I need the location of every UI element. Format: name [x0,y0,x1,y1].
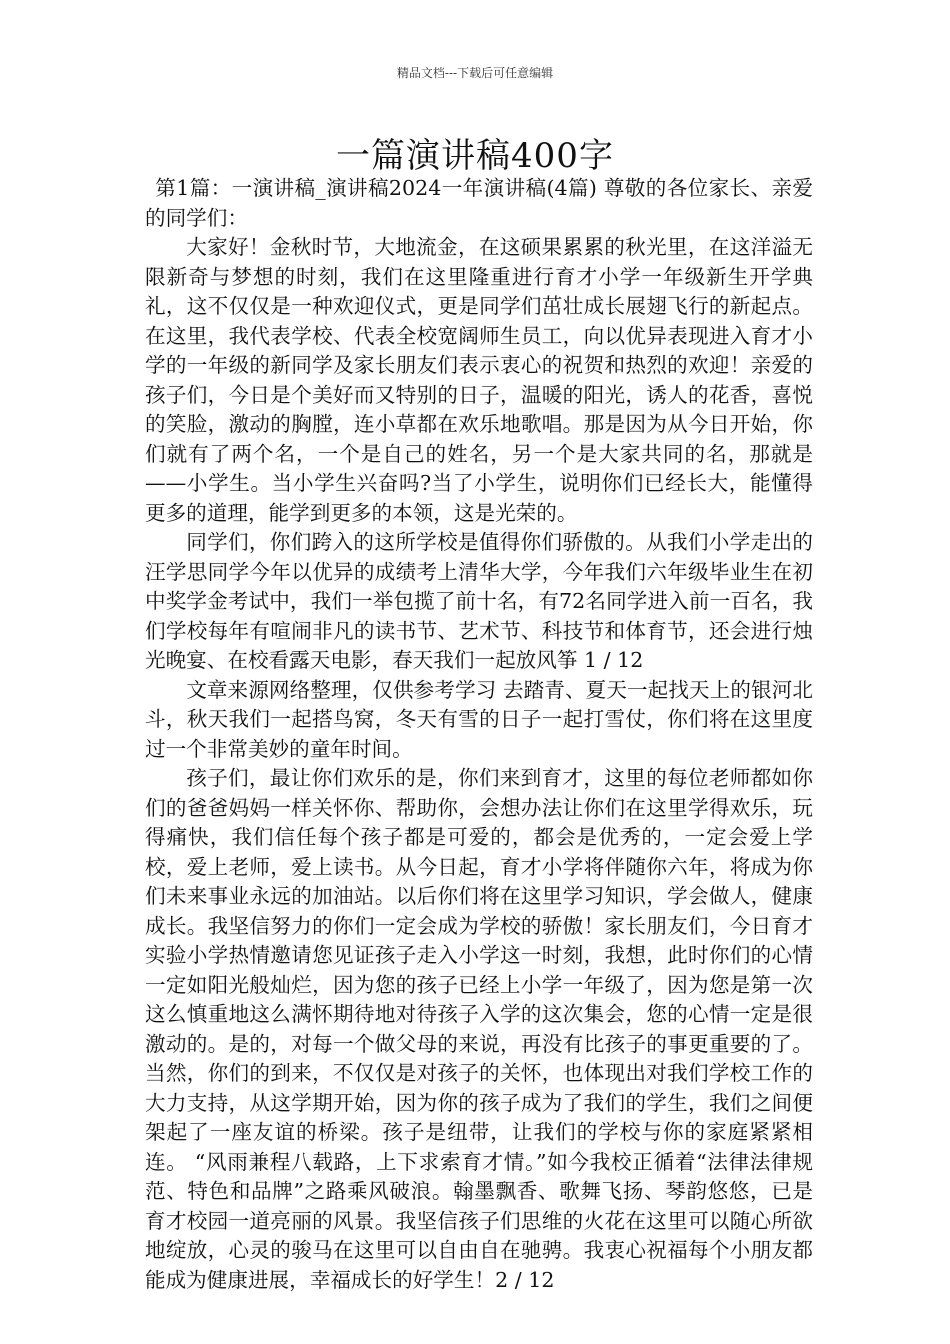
document-body [145,174,813,1295]
paragraph: 文章来源网络整理，仅供参考学习 去踏青、夏天一起找天上的银河北斗，秋天我们一起搭鸟窝，冬天有雪的日子一起打雪仗，你们将在这里度过一个非常美妙的童年时间。 [145,677,813,761]
paragraph: 大家好！金秋时节，大地流金，在这硕果累累的秋光里，在这洋溢无限新奇与梦想的时刻，我们在这里隆重进行育才小学一年级新生开学典礼，这不仅仅是一种欢迎仪式，更是同学们茁壮成长展翅飞行的新起点。在这里，我代表学校、代表全校宽阔师生员工，向以优异表现进入育才小学的一年级的新同学及家长朋友们表示衷心的祝贺和热烈的欢迎！亲爱的孩子们，今日是个美好而又特别的日子，温暖的阳光，诱人的花香，喜悦的笑脸，激动的胸膛，连小草都在欢乐地歌唱。那是因为从今日开始，你们就有了两个名，一个是自己的姓名，另一个是大家共同的名，那就是——小学生。当小学生兴奋吗?当了小学生，说明你们已经长大，能懂得更多的道理，能学到更多的本领，这是光荣的。 [145,235,813,525]
paragraph: 第1篇：一演讲稿_演讲稿2024一年演讲稿(4篇) 尊敬的各位家长、亲爱的同学们： [145,176,813,230]
document-title: 一篇演讲稿400字 [336,136,614,176]
paragraph: 同学们，你们跨入的这所学校是值得你们骄傲的。从我们小学走出的汪学思同学今年以优异的成绩考上清华大学，今年我们六年级毕业生在初中奖学金考试中，我们一举包揽了前十名，有72名同学进入前一百名，我们学校每年有喧闹非凡的读书节、艺术节、科技节和体育节，还会进行烛光晚宴、在校看露天电影，春天我们一起放风筝 1 / 12 [145,530,813,672]
paragraph: 孩子们，最让你们欢乐的是，你们来到育才，这里的每位老师都如你们的爸爸妈妈一样关怀你、帮助你，会想办法让你们在这里学得欢乐，玩得痛快，我们信任每个孩子都是可爱的，都会是优秀的，一定会爱上学校，爱上老师，爱上读书。从今日起，育才小学将伴随你六年，将成为你们未来事业永远的加油站。以后你们将在这里学习知识，学会做人，健康成长。我坚信努力的你们一定会成为学校的骄傲！家长朋友们，今日育才实验小学热情邀请您见证孩子走入小学这一时刻，我想，此时你们的心情一定如阳光般灿烂，因为您的孩子已经上小学一年级了，因为您是第一次这么慎重地这么满怀期待地对待孩子入学的这次集会，您的心情一定是很激动的。是的，对每一个做父母的来说，再没有比孩子的事更重要的了。当然，你们的到来，不仅仅是对孩子的关怀，也体现出对我们学校工作的大力支持，从这学期开始，因为你的孩子成为了我们的学生，我们之间便架起了一座友谊的桥梁。孩子是纽带，让我们的学校与你的家庭紧紧相连。 “风雨兼程八载路，上下求索育才情。”如今我校正循着“法律法律规范、特色和品牌”之路乘风破浪。翰墨飘香、歌舞飞扬、琴韵悠悠，已是育才校园一道亮丽的风景。我坚信孩子们思维的火花在这里可以随心所欲地绽放，心灵的骏马在这里可以自由自在驰骋。我衷心祝福每个小朋友都能成为健康进展，幸福成长的好学生！2 / 12 [145,766,813,1292]
page-header: 精品文档---下载后可任意编辑 [396,66,554,80]
